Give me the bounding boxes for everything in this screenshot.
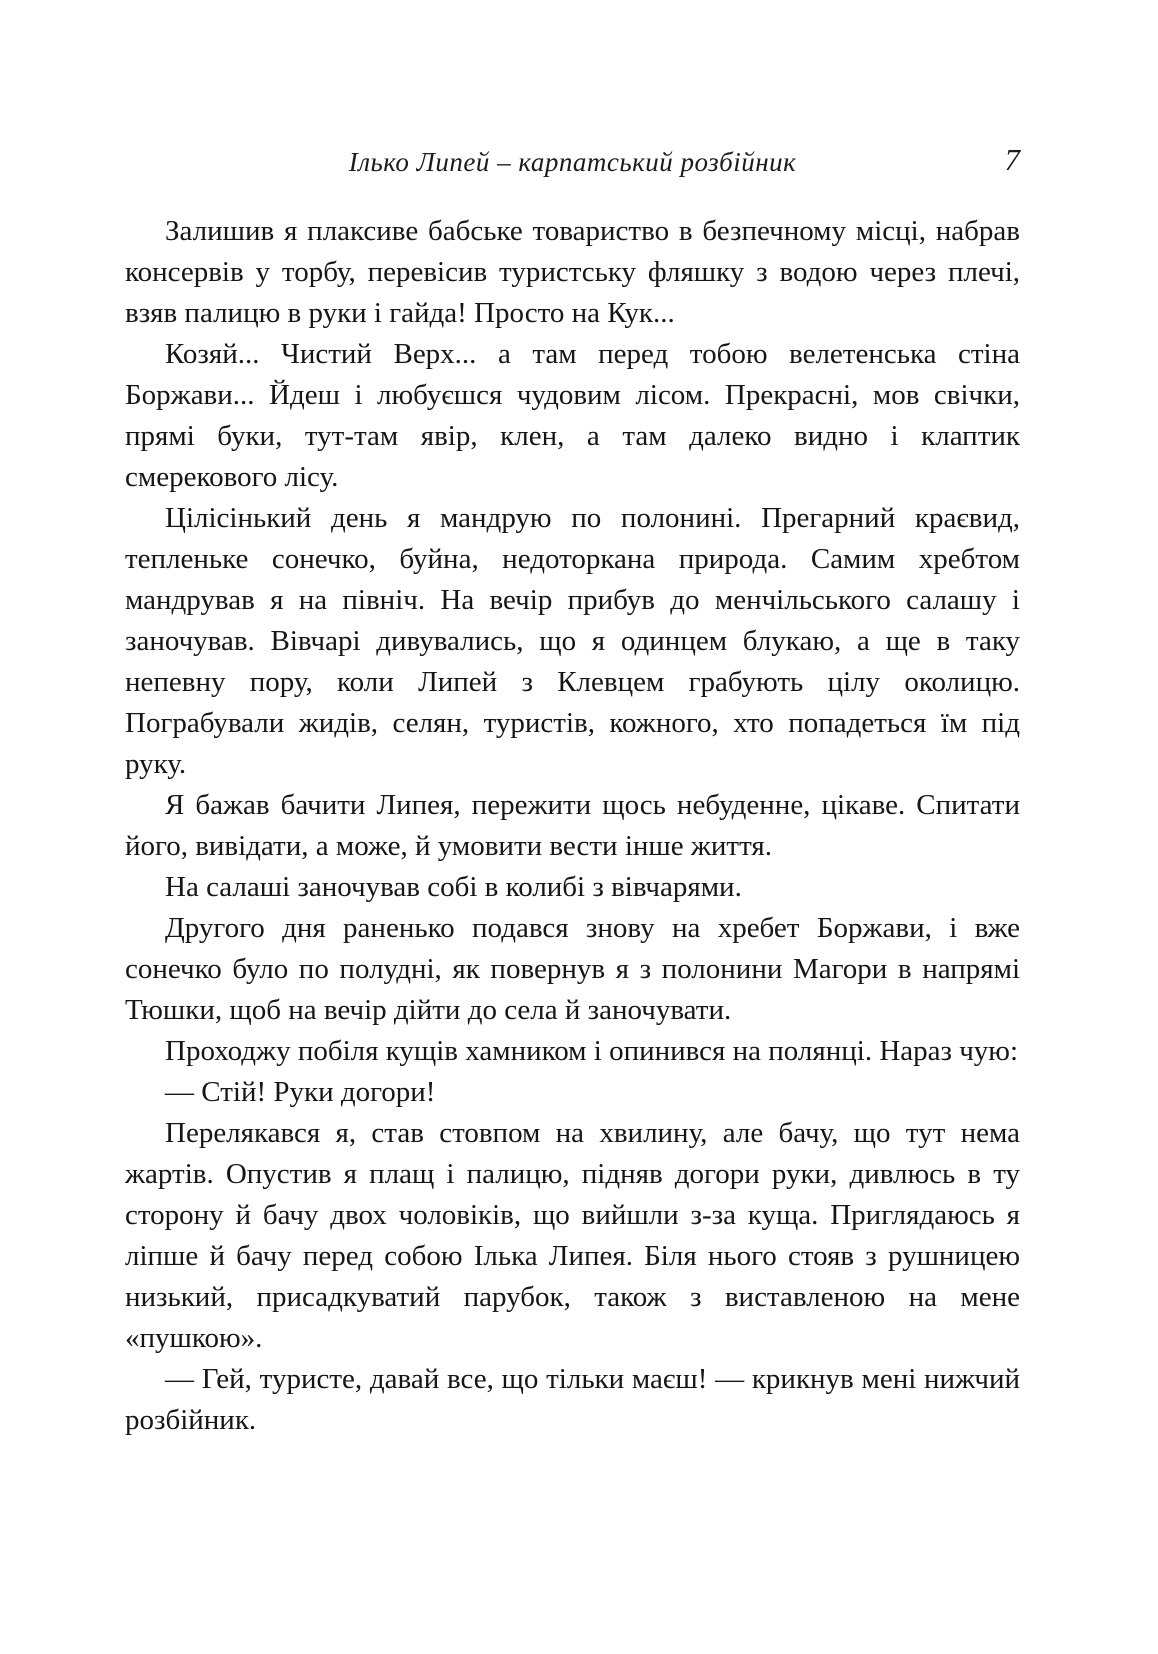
paragraph: Перелякався я, став стовпом на хвилину, але бачу, що тут нема жартів. Опустив я плащ і палицю, підняв догори руки, дивлюсь в ту сторону й бачу двох чоловіків, що вийшли з-за куща. Приглядаюсь я ліпше й бачу перед собою Ілька Липея. Біля нього стояв з рушницею низький, присадкуватий парубок, також з виставленою на мене «пушкою». xyxy=(125,1117,1020,1354)
body-text xyxy=(125,211,1020,1441)
paragraph: На салаші заночував собі в колибі з вівчарями. xyxy=(165,871,742,903)
paragraph-dialogue: — Стій! Руки догори! xyxy=(165,1076,436,1108)
paragraph: Я бажав бачити Липея, пережити щось небуденне, цікаве. Спитати його, вивідати, а може, й умовити вести інше життя. xyxy=(125,789,1020,862)
running-header xyxy=(125,143,1020,183)
running-title: Ілько Липей – карпатський розбійник xyxy=(348,147,797,177)
paragraph: Цілісінький день я мандрую по полонині. Прегарний краєвид, тепленьке сонечко, буйна, недоторкана природа. Самим хребтом мандрував я на північ. На вечір прибув до менчільського салашу і заночував. Вівчарі дивувались, що я одинцем блукаю, а ще в таку непевну пору, коли Липей з Клевцем грабують цілу околицю. Пограбували жидів, селян, туристів, кожного, хто попадеться їм під руку. xyxy=(125,502,1020,780)
paragraph: Проходжу побіля кущів хамником і опинився на полянці. Нараз чую: xyxy=(165,1035,1019,1067)
paragraph: Другого дня раненько подався знову на хребет Боржави, і вже сонечко було по полудні, як повернув я з полонини Магори в напрямі Тюшки, щоб на вечір дійти до села й заночувати. xyxy=(125,912,1020,1026)
page-number: 7 xyxy=(1004,142,1020,177)
paragraph-dialogue: — Гей, туристе, давай все, що тільки маєш! — крикнув мені нижчий розбійник. xyxy=(125,1363,1020,1436)
paragraph: Залишив я плаксиве бабське товариство в безпечному місці, набрав консервів у торбу, перевісив туристську фляшку з водою через плечі, взяв палицю в руки і гайда! Просто на Кук... xyxy=(125,215,1020,329)
paragraph: Козяй... Чистий Верх... а там перед тобою велетенська стіна Боржави... Йдеш і любуєшся чудовим лісом. Прекрасні, мов свічки, прямі буки, тут-там явір, клен, а там далеко видно і клаптик смерекового лісу. xyxy=(125,338,1020,493)
